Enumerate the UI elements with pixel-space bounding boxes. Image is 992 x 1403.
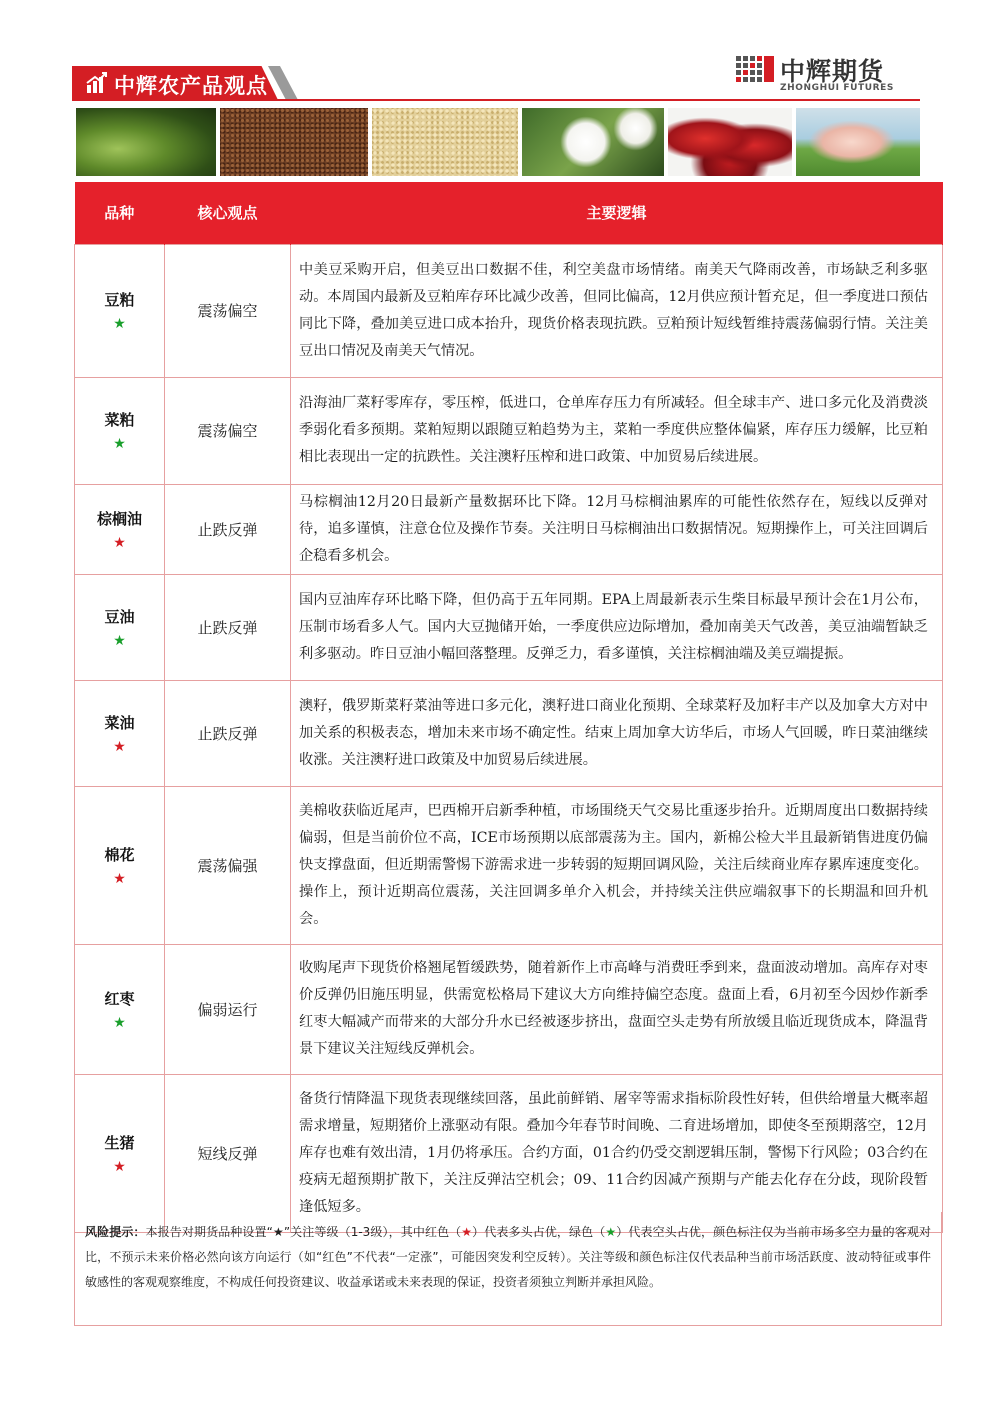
header-variety: 品种 bbox=[75, 182, 165, 244]
variety-name: 菜粕 bbox=[104, 411, 135, 429]
header-view: 核心观点 bbox=[165, 182, 291, 244]
header-banner bbox=[72, 66, 302, 100]
cotton-image bbox=[522, 108, 664, 176]
table-row bbox=[75, 574, 943, 680]
table-row bbox=[75, 484, 943, 574]
table-row bbox=[75, 1074, 943, 1232]
variety-name: 棉花 bbox=[104, 845, 135, 864]
green-star-icon: ★ bbox=[113, 436, 126, 452]
table-row bbox=[75, 244, 943, 377]
table-row bbox=[75, 377, 943, 484]
red-dates-image bbox=[668, 108, 792, 176]
table-row bbox=[75, 786, 943, 944]
red-star-icon: ★ bbox=[113, 534, 126, 551]
table-header-row bbox=[75, 182, 943, 244]
core-view: 止跌反弹 bbox=[165, 574, 291, 680]
variety-name: 豆粕 bbox=[104, 291, 135, 309]
red-star-icon: ★ bbox=[461, 1225, 473, 1239]
variety-name: 生猪 bbox=[104, 1133, 135, 1152]
risk-text-1: 本报告对期货品种设置“ bbox=[145, 1225, 273, 1239]
viewpoint-table bbox=[74, 182, 943, 1233]
main-logic: 沿海油厂菜籽零库存，零压榨，低进口，仓单库存压力有所减轻。但全球丰产、进口多元化及消费淡季弱化看多预期。菜粕短期以跟随豆粕趋势为主，菜粕一季度供应整体偏紧，库存压力缓解，比豆粕相比表现出一定的抗跌性。关注澳籽压榨和进口政策、中加贸易后续进展。 bbox=[291, 377, 943, 484]
logo-text-cn: 中辉期货 bbox=[780, 57, 885, 86]
soybean-meal-image bbox=[372, 108, 518, 176]
main-logic: 澳籽，俄罗斯菜籽菜油等进口多元化，澳籽进口商业化预期、全球菜籽及加籽丰产以及加拿大方对中加关系的积极表态，增加未来市场不确定性。结束上周加拿大访华后，市场人气回暖，昨日菜油继续收涨。关注澳籽进口政策及中加贸易后续进展。 bbox=[291, 680, 943, 786]
risk-label: 风险提示： bbox=[85, 1225, 146, 1239]
risk-text-3: ）代表多头占优，绿色（ bbox=[472, 1225, 606, 1239]
page-title: 中辉农产品观点 bbox=[114, 73, 268, 98]
green-star-icon: ★ bbox=[113, 1014, 126, 1031]
risk-text-2: ”关注等级（1-3级），其中红色（ bbox=[283, 1225, 462, 1239]
core-view: 偏弱运行 bbox=[165, 944, 291, 1074]
green-star-icon: ★ bbox=[605, 1225, 617, 1239]
header-logic: 主要逻辑 bbox=[291, 182, 943, 244]
core-view: 止跌反弹 bbox=[165, 484, 291, 574]
header-divider bbox=[72, 99, 920, 101]
red-star-icon: ★ bbox=[113, 738, 126, 755]
variety-name: 红枣 bbox=[104, 989, 135, 1008]
table-row bbox=[75, 944, 943, 1074]
logo-text-en: ZHONGHUI FUTURES bbox=[780, 83, 895, 93]
main-logic: 马棕榈油12月20日最新产量数据环比下降。12月马棕榈油累库的可能性依然存在，短线以反弹对待，追多谨慎，注意仓位及操作节奏。关注明日马棕榈油出口数据情况。短期操作上，可关注回调后企稳看多机会。 bbox=[291, 484, 943, 574]
black-star-icon: ★ bbox=[272, 1225, 284, 1239]
main-logic: 美棉收获临近尾声，巴西棉开启新季种植，市场围绕天气交易比重逐步抬升。近期周度出口数据持续偏弱，但是当前价位不高，ICE市场预期以底部震荡为主。国内，新棉公检大半且最新销售进度仍偏快支撑盘面，但近期需警惕下游需求进一步转弱的短期回调风险，关注后续商业库存累库速度变化。操作上，预计近期高位震荡，关注回调多单介入机会，并持续关注供应端叙事下的长期温和回升机会。 bbox=[291, 786, 943, 944]
main-logic: 收购尾声下现货价格翘尾暂缓跌势，随着新作上市高峰与消费旺季到来，盘面波动增加。高库存对枣价反弹仍旧施压明显，供需宽松格局下建议大方向维持偏空态度。盘面上看，6月初至今因炒作新季红枣大幅减产而带来的大部分升水已经被逐步挤出，盘面空头走势有所放缓且临近现货成本，降温背景下建议关注短线反弹机会。 bbox=[291, 944, 943, 1074]
photo-strip bbox=[76, 108, 920, 176]
rapeseed-image bbox=[220, 108, 368, 176]
variety-name: 菜油 bbox=[104, 713, 135, 732]
main-logic: 中美豆采购开启，但美豆出口数据不佳，利空美盘市场情绪。南美天气降雨改善，市场缺乏利多驱动。本周国内最新及豆粕库存环比减少改善，但同比偏高，12月供应预计暂充足，但一季度进口预估同比下降，叠加美豆进口成本抬升，现货价格表现抗跌。豆粕预计短线暂维持震荡偏弱行情。关注美豆出口情况及南美天气情况。 bbox=[291, 244, 943, 377]
bar-chart-icon bbox=[86, 72, 108, 94]
core-view: 止跌反弹 bbox=[165, 680, 291, 786]
risk-disclaimer bbox=[74, 1212, 942, 1326]
company-logo bbox=[736, 50, 906, 96]
risk-text-4: ）代表空头占优，颜色标注仅为当前市场多空力量的客观对比，不预示未来价格必然向该方向运行（如“红色”不代表“一定涨”，可能因突发利空反转）。关注等级和颜色标注仅代表品种当前市场活跃度、波动特征或事件敏感性的客观观察维度，不构成任何投资建议、收益承诺或未来表现的保证，投资者须独立判断并承担风险。 bbox=[85, 1225, 931, 1289]
main-logic: 国内豆油库存环比略下降，但仍高于五年同期。EPA上周最新表示生柴目标最早预计会在1月公布，压制市场看多人气。国内大豆抛储开始，一季度供应边际增加，叠加南美天气改善，美豆油端暂缺乏利多驱动。昨日豆油小幅回落整理。反弹乏力，看多谨慎，关注棕榈油端及美豆端提振。 bbox=[291, 574, 943, 680]
red-star-icon: ★ bbox=[113, 870, 126, 887]
soybean-plant-image bbox=[76, 108, 216, 176]
table-row bbox=[75, 680, 943, 786]
variety-name: 棕榈油 bbox=[96, 509, 142, 528]
pig-image bbox=[796, 108, 920, 176]
green-star-icon: ★ bbox=[113, 316, 126, 332]
core-view: 短线反弹 bbox=[165, 1074, 291, 1232]
core-view: 震荡偏空 bbox=[165, 377, 291, 484]
variety-name: 豆油 bbox=[104, 607, 135, 626]
core-view: 震荡偏空 bbox=[165, 244, 291, 377]
core-view: 震荡偏强 bbox=[165, 786, 291, 944]
logo-mark-icon bbox=[736, 56, 776, 82]
green-star-icon: ★ bbox=[113, 632, 126, 649]
main-logic: 备货行情降温下现货表现继续回落，虽此前鲜销、屠宰等需求指标阶段性好转，但供给增量大概率超需求增量，短期猪价上涨驱动有限。叠加今年春节时间晚、二育进场增加，即使冬至预期落空，12月库存也难有效出清，1月仍将承压。合约方面，01合约仍受交割逻辑压制，警惕下行风险；03合约在疫病无超预期扩散下，关注反弹沽空机会；09、11合约因减产预期与产能去化存在分歧，现阶段暂逢低短多。 bbox=[291, 1074, 943, 1232]
red-star-icon: ★ bbox=[113, 1158, 126, 1175]
